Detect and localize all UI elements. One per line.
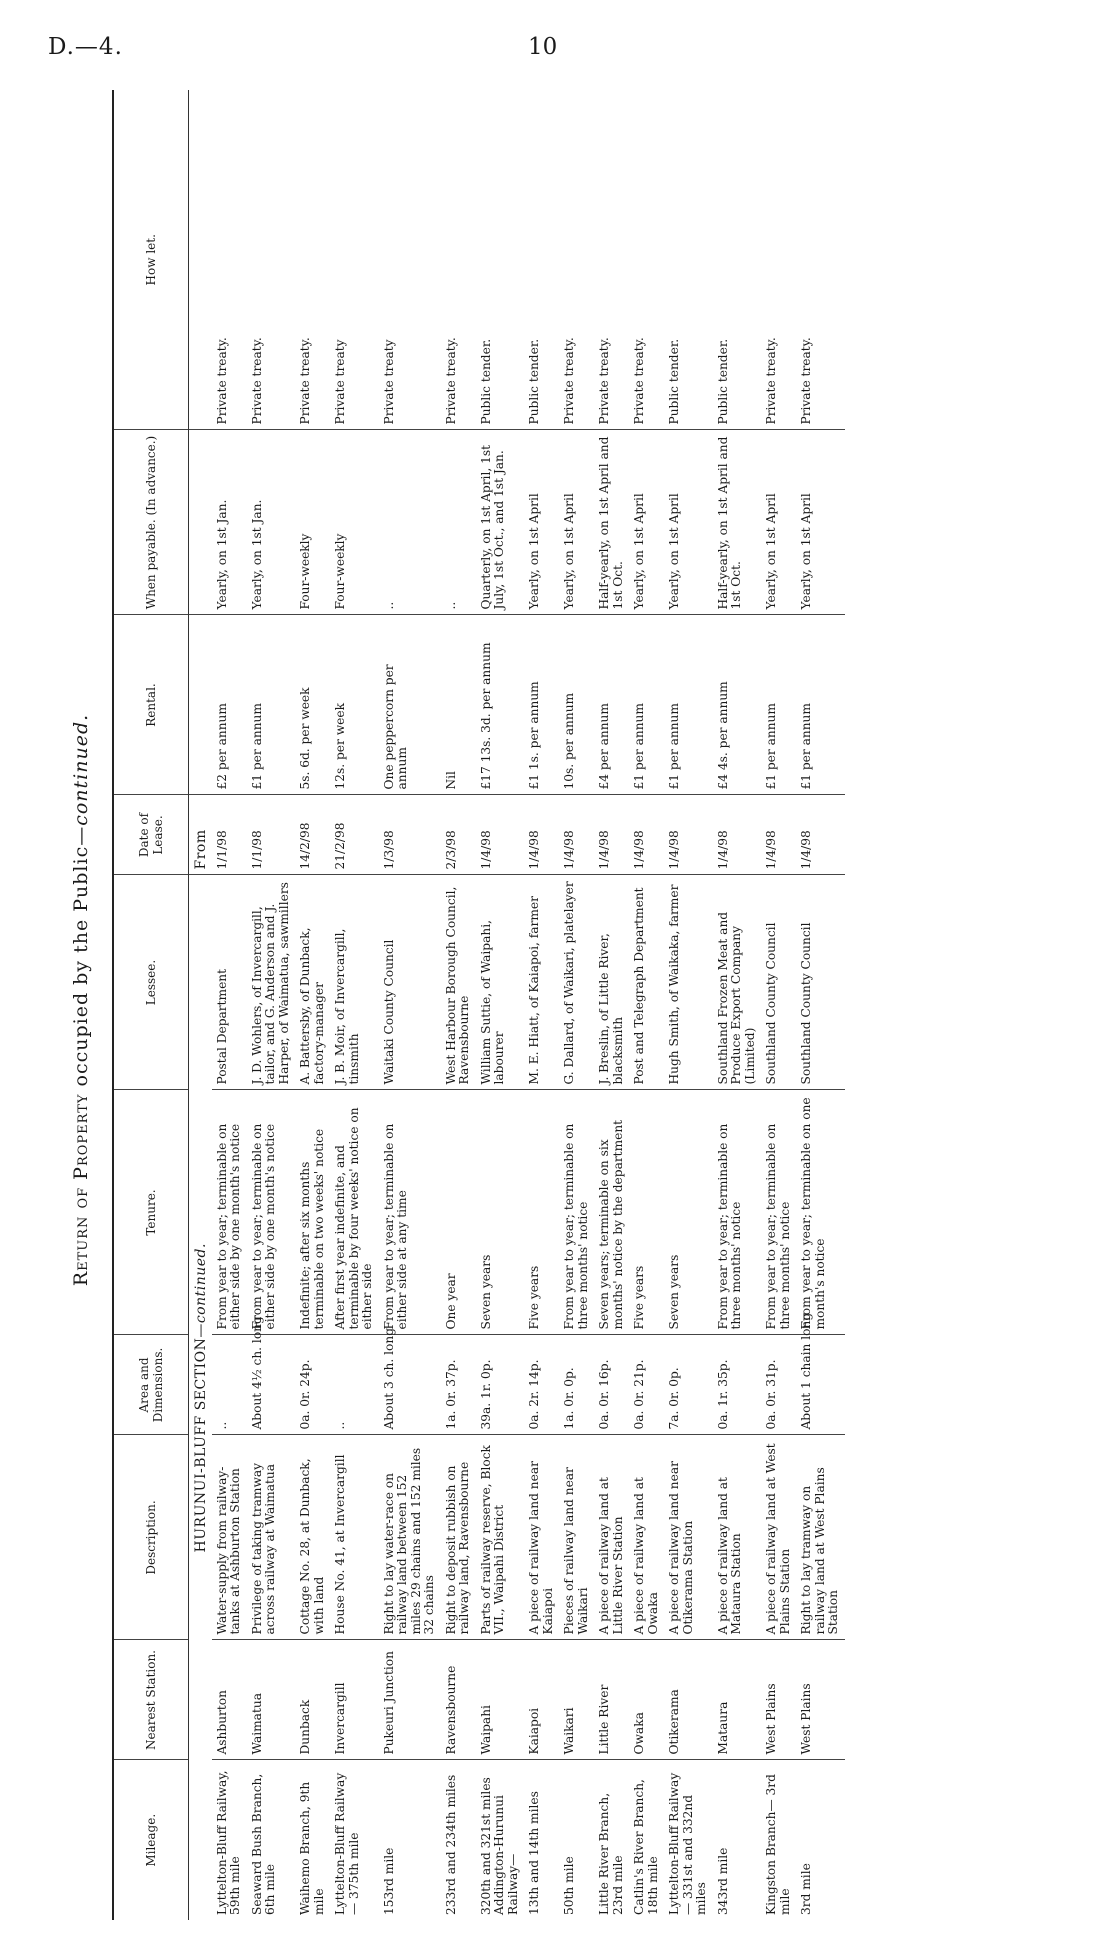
- table-row: [295, 90, 330, 1920]
- cell-description: House No. 41, at Invercargill: [330, 1435, 379, 1640]
- col-header-payable: When payable. (In advance.): [113, 430, 189, 615]
- cell-area: 1a. 0r. 0p.: [559, 1335, 594, 1435]
- col-header-station: Nearest Station.: [113, 1640, 189, 1760]
- cell-station: Little River: [594, 1640, 629, 1760]
- cell-rental: 12s. per week: [330, 615, 379, 795]
- cell-lessee: Postal Department: [212, 875, 247, 1090]
- cell-area: About 4½ ch. long: [247, 1335, 296, 1435]
- cell-lessee: Southland County Council: [761, 875, 796, 1090]
- title-part-1: Return of Property: [70, 1093, 92, 1287]
- cell-tenure: From year to year; terminable on three months' notice: [761, 1090, 796, 1335]
- cell-payable: Yearly, on 1st Jan.: [212, 430, 247, 615]
- cell-area: 0a. 0r. 31p.: [761, 1335, 796, 1435]
- cell-how-let: Public tender.: [664, 90, 713, 430]
- cell-lessee: G. Dallard, of Waikari, platelayer: [559, 875, 594, 1090]
- cell-mileage: 343rd mile: [715, 1847, 730, 1915]
- cell-payable: Yearly, on 1st April: [664, 430, 713, 615]
- cell-description: A piece of railway land at West Plains Station: [761, 1435, 796, 1640]
- cell-date: 1/3/98: [379, 795, 441, 875]
- cell-area: 0a. 2r. 14p.: [524, 1335, 559, 1435]
- cell-mileage: 233rd and 234th miles: [443, 1774, 458, 1915]
- cell-rental: £4 4s. per annum: [713, 615, 762, 795]
- cell-description: A piece of railway land at Little River Station: [594, 1435, 629, 1640]
- table-body: [189, 90, 845, 1920]
- cell-area: 0a. 0r. 16p.: [594, 1335, 629, 1435]
- cell-description: Cottage No. 28, at Dunback, with land: [295, 1435, 330, 1640]
- cell-how-let: Private treaty.: [212, 90, 247, 430]
- cell-station: Ravensbourne: [441, 1640, 476, 1760]
- cell-station: Waikari: [559, 1640, 594, 1760]
- cell-tenure: Five years: [524, 1090, 559, 1335]
- cell-station: Invercargill: [330, 1640, 379, 1760]
- cell-how-let: Public tender.: [524, 90, 559, 430]
- table-row: [247, 90, 296, 1920]
- cell-description: Right to deposit rubbish on railway land, Ravensbourne: [441, 1435, 476, 1640]
- cell-mileage: 320th and 321st miles Addington-Hurunui Railway—: [478, 1777, 520, 1915]
- cell-rental: £1 per annum: [247, 615, 296, 795]
- col-header-how-let: How let.: [113, 90, 189, 430]
- cell-lessee: Southland County Council: [796, 875, 845, 1090]
- cell-station: Waipahi: [476, 1640, 525, 1760]
- cell-description: A piece of railway land at Mataura Station: [713, 1435, 762, 1640]
- cell-how-let: Private treaty.: [761, 90, 796, 430]
- cell-mileage: Little River Branch, 23rd mile: [597, 1792, 625, 1915]
- cell-area: 0a. 0r. 24p.: [295, 1335, 330, 1435]
- title-part-2: occupied by the Public—: [70, 825, 92, 1087]
- cell-how-let: Private treaty.: [441, 90, 476, 430]
- cell-date: 1/4/98: [761, 795, 796, 875]
- table-row: [379, 90, 441, 1920]
- cell-payable: Quarterly, on 1st April, 1st July, 1st Oct., and 1st Jan.: [476, 430, 525, 615]
- cell-payable: ..: [379, 430, 441, 615]
- cell-payable: Yearly, on 1st Jan.: [247, 430, 296, 615]
- cell-station: Ashburton: [212, 1640, 247, 1760]
- table-row: [594, 90, 629, 1920]
- cell-area: 39a. 1r. 0p.: [476, 1335, 525, 1435]
- cell-rental: 10s. per annum: [559, 615, 594, 795]
- cell-payable: Yearly, on 1st April: [629, 430, 664, 615]
- cell-station: Owaka: [629, 1640, 664, 1760]
- table-row: [330, 90, 379, 1920]
- cell-payable: Yearly, on 1st April: [796, 430, 845, 615]
- section-heading-row: [189, 90, 212, 1920]
- col-header-description: Description.: [113, 1435, 189, 1640]
- cell-station: Mataura: [713, 1640, 762, 1760]
- cell-payable: Yearly, on 1st April: [761, 430, 796, 615]
- cell-description: Pieces of railway land near Waikari: [559, 1435, 594, 1640]
- cell-description: Right to lay water-race on railway land between 152 miles 29 chains and 152 miles 32 chains: [379, 1435, 441, 1640]
- cell-rental: £1 per annum: [664, 615, 713, 795]
- page-reference: D.—4.: [48, 34, 123, 60]
- cell-rental: Nil: [441, 615, 476, 795]
- cell-how-let: Private treaty.: [295, 90, 330, 430]
- cell-lessee: J. B. Moir, of Invercargill, tinsmith: [330, 875, 379, 1090]
- cell-date: 1/4/98: [559, 795, 594, 875]
- table-row: [476, 90, 525, 1920]
- cell-mileage: Kingston Branch— 3rd mile: [764, 1774, 792, 1915]
- cell-mileage: Catlin's River Branch, 18th mile: [632, 1779, 660, 1915]
- cell-how-let: Private treaty.: [247, 90, 296, 430]
- cell-tenure: From year to year; terminable on either side by one month's notice: [212, 1090, 247, 1335]
- section-spacer: [189, 615, 212, 795]
- table-row: [713, 90, 762, 1920]
- cell-date: 2/3/98: [441, 795, 476, 875]
- cell-rental: £1 per annum: [629, 615, 664, 795]
- cell-description: Privilege of taking tramway across railway at Waimatua: [247, 1435, 296, 1640]
- cell-mileage: Lyttelton-Bluff Railway— 331st and 332nd miles: [667, 1772, 708, 1915]
- cell-how-let: Private treaty.: [559, 90, 594, 430]
- cell-tenure: From year to year; terminable on three months' notice: [559, 1090, 594, 1335]
- table-row: [212, 90, 247, 1920]
- cell-description: Right to lay tramway on railway land at West Plains Station: [796, 1435, 845, 1640]
- table-title: [62, 80, 112, 1920]
- cell-payable: Half-yearly, on 1st April and 1st Oct.: [594, 430, 629, 615]
- cell-station: Waimatua: [247, 1640, 296, 1760]
- cell-rental: £1 1s. per annum: [524, 615, 559, 795]
- table-row: [796, 90, 845, 1920]
- rotated-table-sheet: [62, 80, 982, 1920]
- cell-lessee: West Harbour Borough Council, Ravensbourne: [441, 875, 476, 1090]
- cell-description: A piece of railway land near Kaiapoi: [524, 1435, 559, 1640]
- col-header-tenure: Tenure.: [113, 1090, 189, 1335]
- cell-date: 14/2/98: [295, 795, 330, 875]
- property-return-table: [112, 90, 845, 1920]
- cell-tenure: Five years: [629, 1090, 664, 1335]
- table-row: [629, 90, 664, 1920]
- cell-lessee: J. Breslin, of Little River, blacksmith: [594, 875, 629, 1090]
- cell-tenure: Indefinite; after six months terminable on two weeks' notice: [295, 1090, 330, 1335]
- cell-lessee: Hugh Smith, of Waikaka, farmer: [664, 875, 713, 1090]
- cell-tenure: From year to year; terminable on either side by one month's notice: [247, 1090, 296, 1335]
- cell-station: Dunback: [295, 1640, 330, 1760]
- cell-station: West Plains: [796, 1640, 845, 1760]
- section-name: HURUNUI-BLUFF SECTION—: [193, 1323, 209, 1553]
- cell-lessee: J. D. Wohlers, of Invercargill, tailor, and G. Anderson and J. Harper, of Waimatua, sawmillers: [247, 875, 296, 1090]
- col-header-rental: Rental.: [113, 615, 189, 795]
- cell-area: 0a. 0r. 21p.: [629, 1335, 664, 1435]
- cell-area: 0a. 1r. 35p.: [713, 1335, 762, 1435]
- section-heading: [189, 875, 212, 1920]
- cell-lessee: Southland Frozen Meat and Produce Export Company (Limited): [713, 875, 762, 1090]
- cell-tenure: Seven years: [476, 1090, 525, 1335]
- cell-rental: £17 13s. 3d. per annum: [476, 615, 525, 795]
- cell-tenure: From year to year; terminable on either side at any time: [379, 1090, 441, 1335]
- cell-date: 1/4/98: [476, 795, 525, 875]
- cell-mileage: 13th and 14th miles: [527, 1791, 541, 1915]
- cell-mileage: Lyttelton-Bluff Railway, 59th mile: [214, 1770, 242, 1915]
- cell-payable: ..: [441, 430, 476, 615]
- cell-station: Pukeuri Junction: [379, 1640, 441, 1760]
- cell-lessee: A. Battersby, of Dunback, factory-manager: [295, 875, 330, 1090]
- cell-how-let: Public tender.: [476, 90, 525, 430]
- cell-mileage: 50th mile: [562, 1856, 576, 1915]
- cell-area: About 3 ch. long: [379, 1335, 441, 1435]
- cell-lessee: Waitaki County Council: [379, 875, 441, 1090]
- cell-payable: Half-yearly, on 1st April and 1st Oct.: [713, 430, 762, 615]
- cell-area: ..: [212, 1335, 247, 1435]
- cell-description: Water-supply from railway-tanks at Ashburton Station: [212, 1435, 247, 1640]
- cell-mileage: 153rd mile: [381, 1847, 396, 1915]
- cell-date: 1/4/98: [629, 795, 664, 875]
- col-header-lessee: Lessee.: [113, 875, 189, 1090]
- cell-date: 1/1/98: [212, 795, 247, 875]
- cell-description: Parts of railway reserve, Block VII., Waipahi District: [476, 1435, 525, 1640]
- cell-lessee: William Suttie, of Waipahi, labourer: [476, 875, 525, 1090]
- section-spacer: [189, 90, 212, 430]
- cell-rental: 5s. 6d. per week: [295, 615, 330, 795]
- table-row: [559, 90, 594, 1920]
- cell-mileage: Seaward Bush Branch, 6th mile: [249, 1773, 277, 1915]
- cell-rental: £2 per annum: [212, 615, 247, 795]
- cell-how-let: Private treaty: [330, 90, 379, 430]
- cell-date: 21/2/98: [330, 795, 379, 875]
- cell-station: West Plains: [761, 1640, 796, 1760]
- cell-description: A piece of railway land near Otikerama Station: [664, 1435, 713, 1640]
- cell-how-let: Private treaty: [379, 90, 441, 430]
- col-header-area: Area and Dimensions.: [113, 1335, 189, 1435]
- cell-tenure: From year to year; terminable on one month's notice: [796, 1090, 845, 1335]
- cell-area: 1a. 0r. 37p.: [441, 1335, 476, 1435]
- cell-date: 1/4/98: [524, 795, 559, 875]
- cell-payable: Four-weekly: [330, 430, 379, 615]
- cell-area: ..: [330, 1335, 379, 1435]
- cell-how-let: Public tender.: [713, 90, 762, 430]
- cell-tenure: Seven years; terminable on six months' notice by the department: [594, 1090, 629, 1335]
- table-row: [524, 90, 559, 1920]
- cell-date: 1/4/98: [796, 795, 845, 875]
- cell-mileage: 3rd mile: [799, 1863, 813, 1915]
- col-header-date: Date of Lease.: [113, 795, 189, 875]
- cell-lessee: Post and Telegraph Department: [629, 875, 664, 1090]
- cell-station: Kaiapoi: [524, 1640, 559, 1760]
- cell-area: 7a. 0r. 0p.: [664, 1335, 713, 1435]
- cell-description: A piece of railway land at Owaka: [629, 1435, 664, 1640]
- title-continued: continued.: [70, 713, 92, 826]
- cell-date: 1/4/98: [713, 795, 762, 875]
- cell-how-let: Private treaty.: [796, 90, 845, 430]
- cell-tenure: Seven years: [664, 1090, 713, 1335]
- table-row: [441, 90, 476, 1920]
- table-row: [761, 90, 796, 1920]
- date-from-label: From: [189, 795, 212, 875]
- cell-mileage: Lyttelton-Bluff Railway— 375th mile: [333, 1772, 361, 1915]
- cell-rental: £1 per annum: [761, 615, 796, 795]
- cell-tenure: One year: [441, 1090, 476, 1335]
- cell-station: Otikerama: [664, 1640, 713, 1760]
- cell-tenure: From year to year; terminable on three months' notice: [713, 1090, 762, 1335]
- cell-tenure: After first year indefinite, and terminable by four weeks' notice on either side: [330, 1090, 379, 1335]
- cell-rental: £4 per annum: [594, 615, 629, 795]
- table-row: [664, 90, 713, 1920]
- cell-how-let: Private treaty.: [629, 90, 664, 430]
- cell-lessee: M. E. Hiatt, of Kaiapoi, farmer: [524, 875, 559, 1090]
- cell-how-let: Private treaty.: [594, 90, 629, 430]
- cell-date: 1/4/98: [664, 795, 713, 875]
- header-row: [113, 90, 189, 1920]
- cell-payable: Four-weekly: [295, 430, 330, 615]
- cell-area: About 1 chain long: [796, 1335, 845, 1435]
- cell-payable: Yearly, on 1st April: [559, 430, 594, 615]
- cell-rental: One peppercorn per annum: [379, 615, 441, 795]
- page-number: 10: [528, 34, 558, 60]
- cell-payable: Yearly, on 1st April: [524, 430, 559, 615]
- col-header-mileage: Mileage.: [113, 1760, 189, 1920]
- cell-date: 1/1/98: [247, 795, 296, 875]
- section-continued: continued.: [193, 1243, 209, 1324]
- cell-mileage: Waihemo Branch, 9th mile: [298, 1781, 326, 1915]
- cell-rental: £1 per annum: [796, 615, 845, 795]
- section-spacer: [189, 430, 212, 615]
- cell-date: 1/4/98: [594, 795, 629, 875]
